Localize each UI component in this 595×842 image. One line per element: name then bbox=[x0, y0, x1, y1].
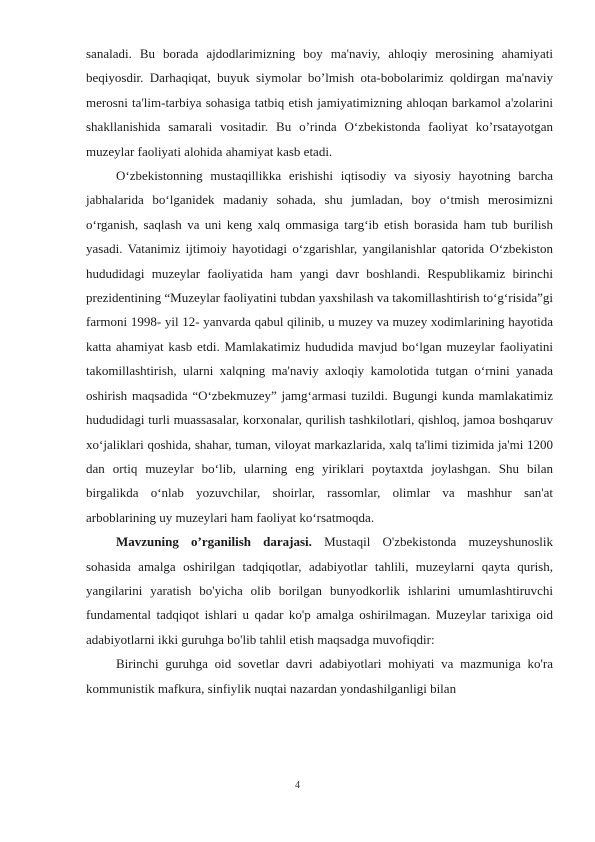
section-heading: Mavzuning o’rganilish darajasi. bbox=[116, 534, 312, 550]
page-number: 4 bbox=[295, 780, 300, 791]
paragraph-first-group: Birinchi guruhga oid sovetlar davri adabiyotlari mohiyati va mazmuniga ko'ra kommunistik mafkura, sinfiylik nuqtai nazardan yondashilganligi bilan bbox=[86, 656, 553, 696]
paragraph-independence: O‘zbekistonning mustaqillikka erishishi iqtisodiy va siyosiy hayotning barcha jabhalarida bo‘lganidek madaniy sohada, shu jumladan, boy o‘tmish merosimizni o‘rganish, saqlash va uni keng xalq ommasiga targ‘ib etish borasida ham tub burilish yasadi. Vatanimiz ijtimoiy hayotidagi o‘zgarishlar, yangilanishlar qatorida O‘zbekiston hududidagi muzeylar faoliyatida ham yangi davr boshlandi. Respublikamiz birinchi prezidentining “Muzeylar faoliyatini tubdan yaxshilash va takomillashtirish to‘g‘risida”gi farmoni 1998- yil 12- yanvarda qabul qilinib, u muzey va muzey xodimlarining hayotida katta ahamiyat kasb etdi. Mamlakatimiz hududida mavjud bo‘lgan muzeylar faoliyatini takomillashtirish, ularni xalqning ma'naviy axloqiy kamolotida tutgan o‘rnini yanada oshirish maqsadida “O‘zbekmuzey” jamg‘armasi tuzildi. Bugungi kunda mamlakatimiz hududidagi turli muassasalar, korxonalar, qurilish tashkilotlari, qishloq, jamoa boshqaruv xo‘jaliklari qoshida, shahar, tuman, viloyat markazlarida, xalq ta'limi tizimida ja'mi 1200 dan ortiq muzeylar bo‘lib, ularning eng yiriklari poytaxtda joylashgan. Shu bilan birgalikda o‘nlab yozuvchilar, shoirlar, rassomlar, olimlar va mashhur san'at arboblarining uy muzeylari ham faoliyat ko‘rsatmoqda. bbox=[86, 168, 553, 525]
paragraph-research-level bbox=[86, 530, 553, 652]
paragraph-research-level-text: Mustaqil O'zbekistonda muzeyshunoslik sohasida amalga oshirilgan tadqiqotlar, adabiyotlar tahlili, muzeylarni qayta qurish, yangilarini yaratish bo'yicha olib borilgan bunyodkorlik ishlarini umumlashtiruvchi fundamental tadqiqot ishlari u qadar ko'p amalga oshirilmagan. Muzeylar tarixiga oid adabiyotlarni ikki guruhga bo'lib tahlil etish maqsadga muvofiqdir: bbox=[86, 534, 554, 647]
document-page bbox=[86, 42, 553, 701]
paragraph-intro: sanaladi. Bu borada ajdodlarimizning boy ma'naviy, ahloqiy merosining ahamiyati beqiyosdir. Darhaqiqat, buyuk siymolar bo’lmish ota-bobolarimiz qoldirgan ma'naviy merosni ta'lim-tarbiya sohasiga tatbiq etish jamiyatimizning ahloqan barkamol a'zolarini shakllanishida samarali vositadir. Bu o’rinda O‘zbekistonda faoliyat ko’rsatayotgan muzeylar faoliyati alohida ahamiyat kasb etadi. bbox=[86, 46, 553, 159]
